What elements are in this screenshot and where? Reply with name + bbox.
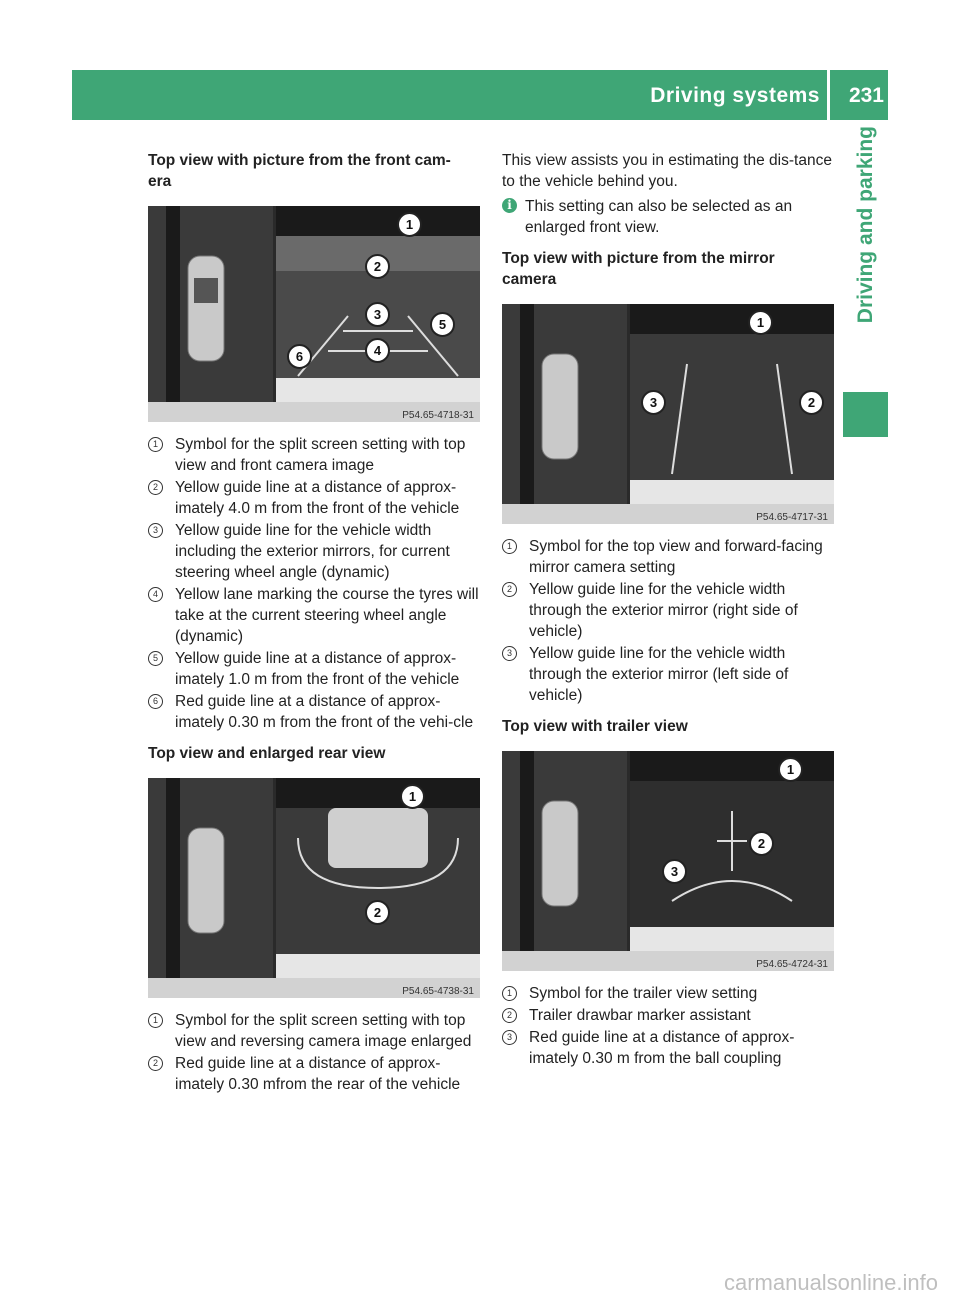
legend-item bbox=[502, 1027, 837, 1069]
left-column bbox=[148, 150, 483, 1095]
callout-1: 1 bbox=[400, 784, 425, 809]
figure-caption-bar bbox=[148, 402, 480, 422]
callout-6: 6 bbox=[287, 344, 312, 369]
legend-item bbox=[148, 584, 483, 647]
figure-rear-view bbox=[148, 778, 480, 998]
heading-trailer-view: Top view with trailer view bbox=[502, 718, 688, 735]
figure-front-camera bbox=[148, 206, 480, 422]
callout-2: 2 bbox=[749, 831, 774, 856]
callout-5: 5 bbox=[430, 312, 455, 337]
heading-front-camera bbox=[148, 150, 483, 192]
legend-text: Trailer drawbar marker assistant bbox=[529, 1007, 751, 1024]
heading-line: era bbox=[148, 173, 172, 190]
callout-3: 3 bbox=[641, 390, 666, 415]
legend-number: 2 bbox=[148, 480, 163, 495]
callout-3: 3 bbox=[365, 302, 390, 327]
legend-item bbox=[148, 1010, 483, 1052]
callout-2: 2 bbox=[799, 390, 824, 415]
legend-number: 2 bbox=[148, 1056, 163, 1071]
legend-number: 6 bbox=[148, 694, 163, 709]
side-tab bbox=[843, 126, 888, 386]
intro-text: This view assists you in estimating the dis-tance to the vehicle behind you. bbox=[502, 152, 832, 190]
rear-view-screen bbox=[148, 778, 480, 978]
heading-line: Top view with picture from the mirror bbox=[502, 250, 775, 267]
legend-text: Symbol for the split screen setting with top view and front camera image bbox=[175, 436, 466, 474]
heading-rear-view: Top view and enlarged rear view bbox=[148, 745, 386, 762]
figure-id: P54.65-4718-31 bbox=[402, 410, 474, 421]
legend-item bbox=[148, 648, 483, 690]
section-title: Driving systems bbox=[650, 84, 820, 107]
legend-front-camera bbox=[148, 434, 483, 733]
legend-number: 4 bbox=[148, 587, 163, 602]
figure-mirror-camera bbox=[502, 304, 834, 524]
figure-id: P54.65-4724-31 bbox=[756, 959, 828, 970]
legend-text: Yellow guide line for the vehicle width through the exterior mirror (right side of vehicle) bbox=[529, 581, 798, 640]
info-note bbox=[502, 196, 837, 238]
figure-caption-bar bbox=[148, 978, 480, 998]
legend-number: 2 bbox=[502, 1008, 517, 1023]
mirror-camera-screen bbox=[502, 304, 834, 504]
legend-item bbox=[502, 983, 837, 1004]
info-text: This setting can also be selected as an enlarged front view. bbox=[525, 198, 793, 236]
legend-number: 3 bbox=[502, 646, 517, 661]
info-icon: i bbox=[502, 198, 517, 213]
legend-number: 1 bbox=[502, 986, 517, 1001]
heading-mirror-camera bbox=[502, 248, 837, 290]
right-column bbox=[502, 150, 837, 1069]
legend-text: Yellow guide line for the vehicle width including the exterior mirrors, for current steering wheel angle (dynamic) bbox=[175, 522, 450, 581]
legend-text: Symbol for the top view and forward-facing mirror camera setting bbox=[529, 538, 823, 576]
legend-item bbox=[148, 691, 483, 733]
legend-item bbox=[148, 520, 483, 583]
legend-number: 1 bbox=[148, 437, 163, 452]
header-divider bbox=[827, 70, 830, 120]
legend-text: Yellow guide line for the vehicle width through the exterior mirror (left side of vehicle) bbox=[529, 645, 789, 704]
figure-caption-bar bbox=[502, 504, 834, 524]
legend-number: 5 bbox=[148, 651, 163, 666]
legend-number: 2 bbox=[502, 582, 517, 597]
legend-text: Symbol for the trailer view setting bbox=[529, 985, 758, 1002]
heading-line: Top view with picture from the front cam- bbox=[148, 152, 451, 169]
legend-item bbox=[148, 477, 483, 519]
callout-2: 2 bbox=[365, 900, 390, 925]
legend-item bbox=[502, 536, 837, 578]
legend-number: 1 bbox=[502, 539, 517, 554]
page-header bbox=[72, 70, 888, 120]
legend-item bbox=[502, 1005, 837, 1026]
legend-item bbox=[502, 643, 837, 706]
callout-1: 1 bbox=[748, 310, 773, 335]
legend-text: Red guide line at a distance of approx-imately 0.30 mfrom the rear of the vehicle bbox=[175, 1055, 461, 1093]
legend-number: 1 bbox=[148, 1013, 163, 1028]
heading-line: camera bbox=[502, 271, 557, 288]
legend-item bbox=[502, 579, 837, 642]
trailer-view-screen bbox=[502, 751, 834, 951]
page-number: 231 bbox=[848, 84, 884, 107]
legend-text: Yellow guide line at a distance of approx-imately 1.0 m from the front of the vehicle bbox=[175, 650, 460, 688]
side-tab-label: Driving and parking bbox=[854, 126, 877, 324]
callout-1: 1 bbox=[778, 757, 803, 782]
legend-text: Red guide line at a distance of approx-imately 0.30 m from the ball coupling bbox=[529, 1029, 795, 1067]
figure-trailer-view bbox=[502, 751, 834, 971]
callout-4: 4 bbox=[365, 338, 390, 363]
callout-3: 3 bbox=[662, 859, 687, 884]
front-camera-screen bbox=[148, 206, 480, 402]
figure-id: P54.65-4717-31 bbox=[756, 512, 828, 523]
callout-2: 2 bbox=[365, 254, 390, 279]
legend-item bbox=[148, 1053, 483, 1095]
legend-number: 3 bbox=[502, 1030, 517, 1045]
callout-1: 1 bbox=[397, 212, 422, 237]
legend-text: Yellow guide line at a distance of approx-imately 4.0 m from the front of the vehicle bbox=[175, 479, 460, 517]
figure-caption-bar bbox=[502, 951, 834, 971]
legend-rear-view bbox=[148, 1010, 483, 1095]
legend-text: Yellow lane marking the course the tyres will take at the current steering wheel angle (dynamic) bbox=[175, 586, 479, 645]
footer-watermark[interactable]: carmanualsonline.info bbox=[723, 1270, 938, 1295]
figure-id: P54.65-4738-31 bbox=[402, 986, 474, 997]
legend-item bbox=[148, 434, 483, 476]
legend-text: Red guide line at a distance of approx-imately 0.30 m from the front of the vehi-cle bbox=[175, 693, 474, 731]
legend-mirror-camera bbox=[502, 536, 837, 706]
legend-text: Symbol for the split screen setting with top view and reversing camera image enlarged bbox=[175, 1012, 472, 1050]
legend-trailer-view bbox=[502, 983, 837, 1069]
legend-number: 3 bbox=[148, 523, 163, 538]
side-tab-marker bbox=[843, 392, 888, 437]
